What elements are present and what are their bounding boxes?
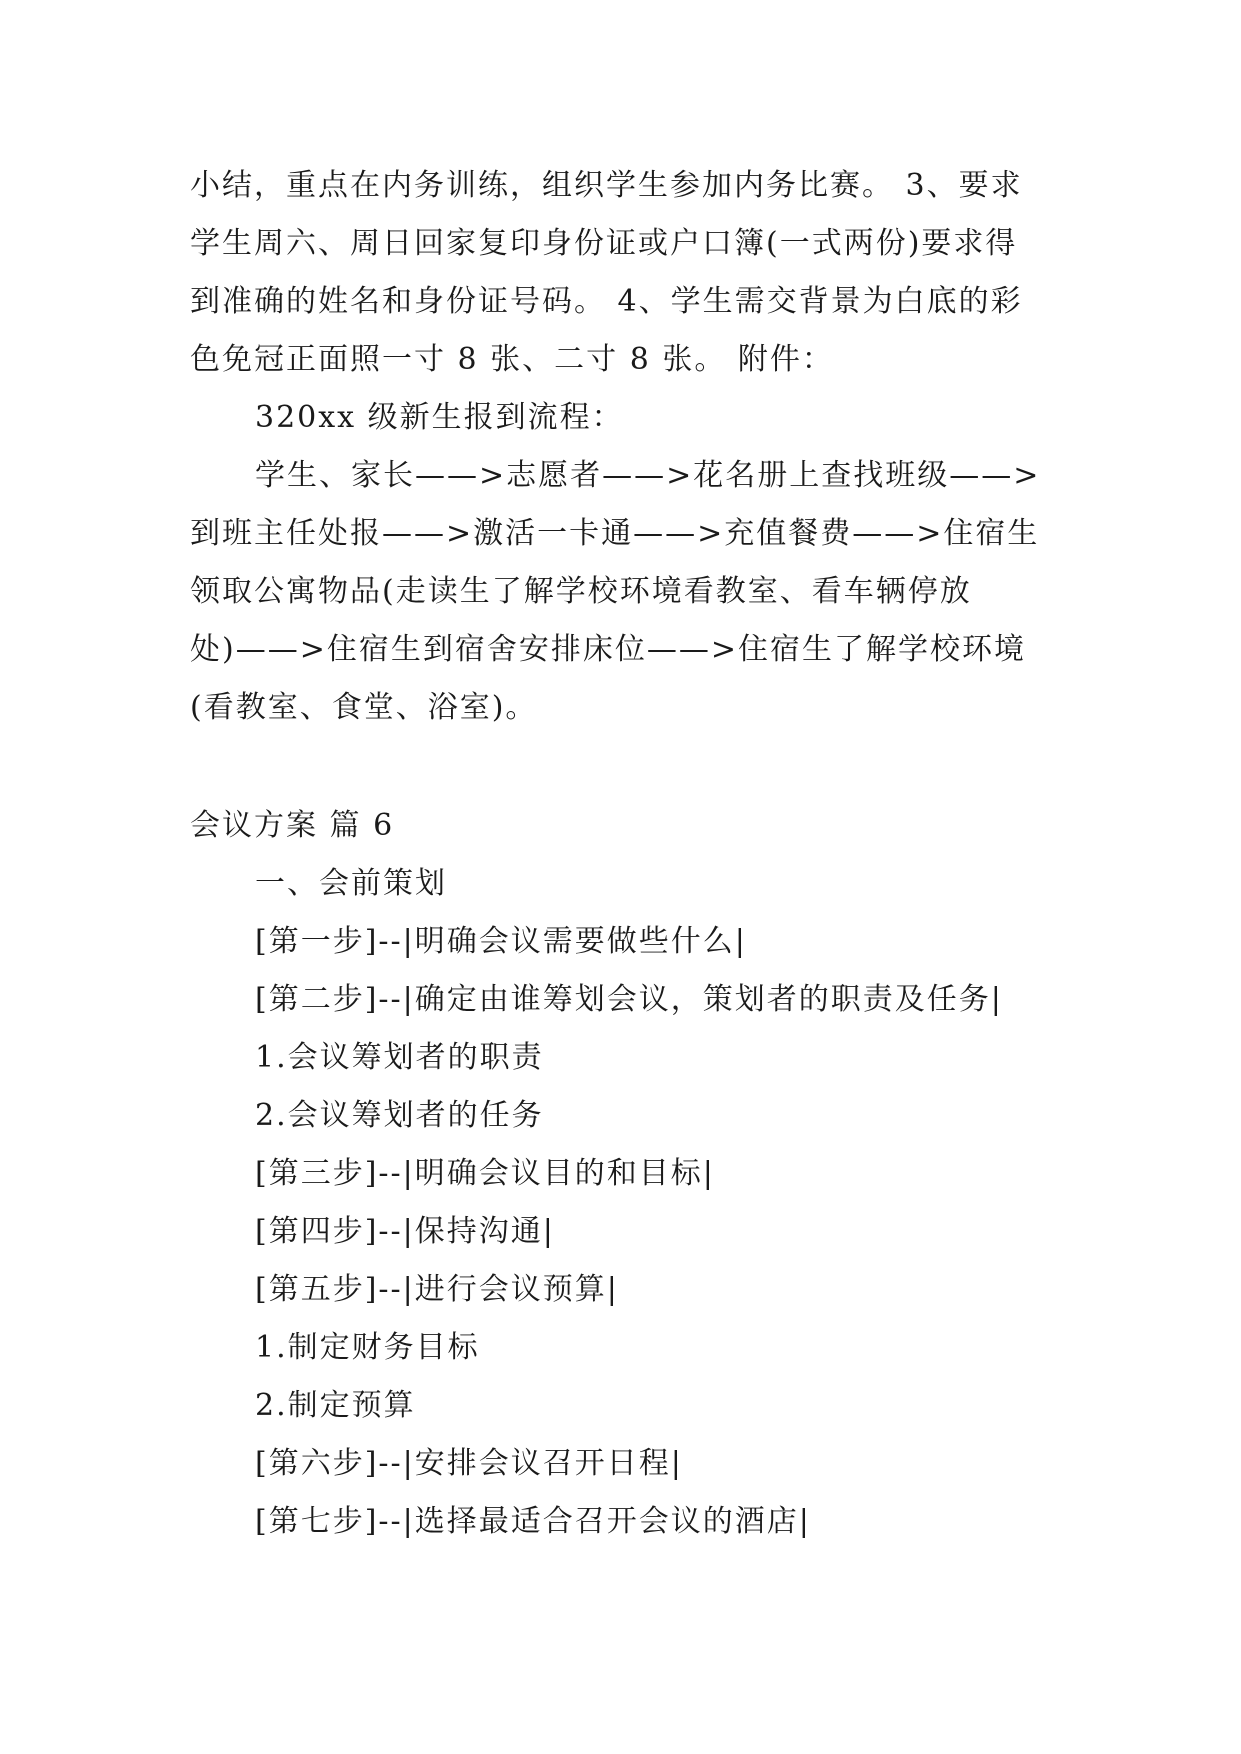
list-item: [第三步]--|明确会议目的和目标|: [255, 1156, 715, 1191]
meeting-plan-list: [255, 855, 1003, 1551]
text-line: 小结，重点在内务训练，组织学生参加内务比赛。 3、要求: [190, 168, 1023, 203]
paragraph-requirements: [190, 157, 1050, 389]
text-line: 处)——>住宿生到宿舍安排床位——>住宿生了解学校环境: [190, 632, 1026, 667]
text-line: 领取公寓物品(走读生了解学校环境看教室、看车辆停放: [190, 574, 972, 609]
flow-heading: 320xx 级新生报到流程：: [255, 400, 624, 435]
list-item: [第一步]--|明确会议需要做些什么|: [255, 924, 747, 959]
list-item: [第五步]--|进行会议预算|: [255, 1272, 619, 1307]
text-line: 色免冠正面照一寸 8 张、二寸 8 张。 附件：: [190, 342, 834, 377]
list-item: [第四步]--|保持沟通|: [255, 1214, 555, 1249]
list-item: 一、会前策划: [255, 866, 447, 901]
text-line: (看教室、食堂、浴室)。: [190, 690, 538, 725]
list-item: [第二步]--|确定由谁筹划会议，策划者的职责及任务|: [255, 982, 1003, 1017]
list-item: 2.制定预算: [255, 1388, 416, 1423]
text-line: 到准确的姓名和身份证号码。 4、学生需交背景为白底的彩: [190, 284, 1023, 319]
section-title: 会议方案 篇 6: [190, 808, 395, 843]
list-item: 1.会议筹划者的职责: [255, 1040, 544, 1075]
text-line: 到班主任处报——>激活一卡通——>充值餐费——>住宿生: [190, 516, 1040, 551]
list-item: 2.会议筹划者的任务: [255, 1098, 544, 1133]
list-item: [第七步]--|选择最适合召开会议的酒店|: [255, 1504, 811, 1539]
text-line: 学生、家长——>志愿者——>花名册上查找班级——>: [255, 458, 1041, 493]
text-line: 学生周六、周日回家复印身份证或户口簿(一式两份)要求得: [190, 226, 1018, 261]
paragraph-registration-flow: [190, 447, 1050, 737]
list-item: [第六步]--|安排会议召开日程|: [255, 1446, 683, 1481]
list-item: 1.制定财务目标: [255, 1330, 480, 1365]
